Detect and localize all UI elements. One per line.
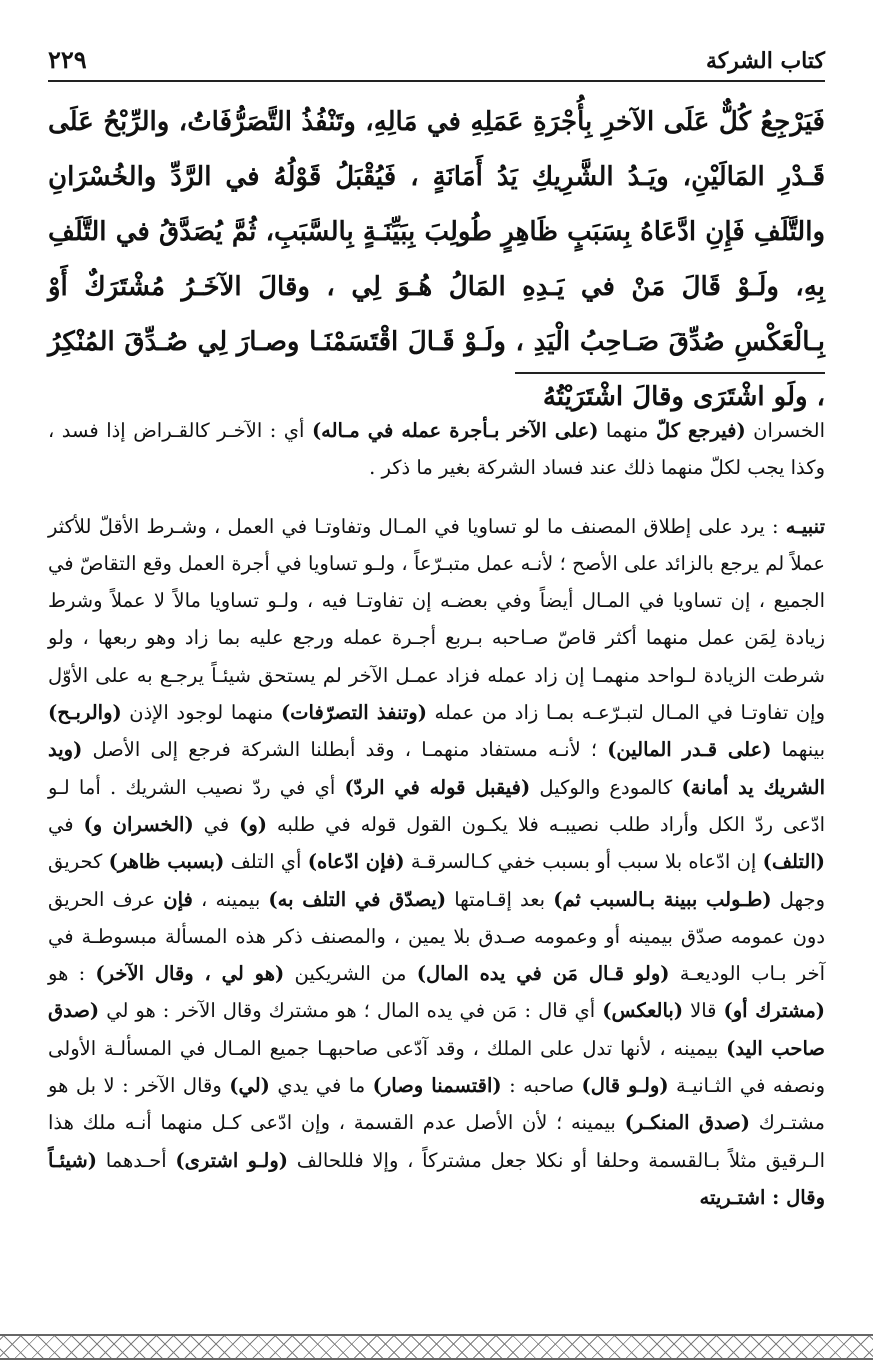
footnote-divider <box>515 372 825 374</box>
text-span: بينهما <box>771 738 825 762</box>
decorative-border <box>0 1334 873 1360</box>
bold-span: (و) <box>239 812 267 836</box>
bold-span: (لي) <box>229 1074 270 1098</box>
text-span: بعد إقـامتها <box>446 887 554 911</box>
text-span: أي : الآخـر كالقـراض إذا فسد ، وكذا يجب لكلّ منهما ذلك عند فساد الشركة بغير ما ذكر . <box>48 419 825 480</box>
bold-span: (ولـو اشترى) <box>175 1148 289 1172</box>
bold-span: (ولو قـال مَن في يده المال) <box>416 962 670 986</box>
bold-span: (ولـو قال) <box>581 1074 669 1098</box>
bold-span: (التلف) <box>762 850 825 874</box>
text-span: أي في ردّ نصيب الشريك . أما لـو ادّعى ردّ الكل وأراد طلب نصيبـه فلا يكـون القول قوله في طلبه <box>48 775 825 836</box>
bold-span: (فيقبل قوله في الردّ) <box>344 775 531 799</box>
text-span: في <box>48 812 84 836</box>
bold-span: (فإن ادّعاه) <box>307 850 405 874</box>
text-span: كحريق وجهل <box>48 850 826 911</box>
text-span: ما في يدي <box>269 1074 373 1098</box>
commentary-paragraph-1 <box>48 412 825 487</box>
text-span: أي التلف <box>224 850 308 874</box>
bold-span: (وتنفذ التصرّفات) <box>280 701 427 725</box>
bold-span: (يصدّق في التلف به) <box>268 887 447 911</box>
bold-span: تنبيـه <box>785 514 825 538</box>
commentary-paragraph-2 <box>48 508 825 1217</box>
text-span: كالمودع والوكيل <box>530 775 682 799</box>
bold-span: (بسبب ظاهر) <box>108 850 225 874</box>
bold-span: (شيئـاً وقال : اشتـريته <box>48 1148 825 1209</box>
bold-span: فإن <box>163 887 193 911</box>
text-span: منهما <box>598 419 656 442</box>
bold-span: (طـولب ببينة بـالسبب ثم) <box>553 887 772 911</box>
text-span: : هو <box>48 962 96 986</box>
text-span: أي قال : مَن في يده المال ؛ هو مشترك وقال الآخر : هو لي <box>99 999 603 1023</box>
commentary-block <box>48 412 825 1216</box>
bold-span: (الخسران و) <box>83 812 194 836</box>
page-header <box>48 36 825 82</box>
bold-span: (فيرجع كلّ <box>655 419 746 442</box>
text-span: قالا <box>683 999 724 1023</box>
bold-span: (والربـح) <box>48 701 122 725</box>
bold-span: (اقتسمنا وصار) <box>372 1074 502 1098</box>
text-span: من الشريكين <box>284 962 417 986</box>
running-title: كتاب الشركة <box>705 48 825 74</box>
bold-span: (بالعكس) <box>602 999 684 1023</box>
text-span: بيمينه ، لأنها تدل على الملك ، وقد آدّعى صاحبهـا جميع المـال في المسألـة الأولى ونصفه في الثـانيـة <box>48 1036 825 1098</box>
text-span: بيمينه ، <box>192 887 269 911</box>
text-span: : يرد على إطلاق المصنف ما لو تساويا في المـال وتفاوتـا في العمل ، وشـرط الأقلّ للأكثر عملاً لم يرجع بالزائد على الأصح ؛ لأنـه عمل متبـرّعاً ، ولـو تساويا في أجرة العمل وقع التقاصّ في الجميع ، إن تساويا في المـال أيضاً وفي بعضـه إن تفاوتـا فيه ، ولـو تساويا مالاً لا عملاً وشرط زيادة لِمَن عمل منهما أكثر قاصّ صـاحبه بـربع أجـرة عمله ورجع عليه بما زاد وهو ربعها ، ولو شرطت الزيادة لـواحد منهمـا إن زاد عمله فزاد عمـل الآخر لم يستحق شيئـاً يرجـع به على الأوّل وإن تفاوتـا في المـال لتبـرّعـه بمـا زاد من عمله <box>48 514 825 725</box>
text-span: إن ادّعاه بلا سبب أو بسبب خفي كـالسرقـة <box>404 850 763 874</box>
matn-text-block <box>48 95 825 425</box>
bold-span: (صدق المنكـر) <box>624 1111 751 1135</box>
matn-paragraph: فَيَرْجِعُ كُلٌّ عَلَى الآخرِ بِأُجْرَةِ عَمَلِهِ في مَالِهِ، وتَنْفُذُ التَّصَرُّفَاتُ، والرِّبْحُ عَلَى قَـدْرِ المَالَيْنِ، ويَـدُ الشَّرِيكِ يَدُ أَمَانَةٍ ، فَيُقْبَلُ قَوْلُهُ في الرَّدِّ والخُسْرَانِ والتَّلَفِ فَإِنِ ادَّعَاهُ بِسَبَبٍ ظَاهِرٍ طُولِبَ بِبَيِّنَـةٍ بِالسَّبَبِ، ثُمَّ يُصَدَّقُ في التَّلَفِ بِهِ، ولَـوْ قَالَ مَنْ في يَـدِهِ المَالُ هُـوَ لِي ، وقالَ الآخَـرُ مُشْتَرَكٌ أَوْ بِـالْعَكْسِ صُدِّقَ صَـاحِبُ الْيَدِ ، ولَـوْ قَـالَ اقْتَسَمْنَـا وصـارَ لِي صُـدِّقَ المُنْكِرُ ، ولَو اشْتَرَى وقالَ اشْتَرَيْتُهُ <box>48 107 825 412</box>
text-span: ؛ لأنـه مستفاد منهمـا ، وقد أبطلنا الشركة فرجع إلى الأصل <box>82 738 608 762</box>
bold-span: (مشترك أو) <box>723 999 825 1023</box>
bold-span: (ويد الشريك يد أمانة) <box>48 738 825 799</box>
bold-span: (على الآخر بـأجرة عمله في مـاله) <box>311 419 599 442</box>
bold-span: (على قـدر المالين) <box>607 738 772 762</box>
text-span: عرف الحريق دون عمومه صدّق بيمينه أو وعمومه صـدق بلا يمين ، والمصنف ذكر هذه المسألة مبسوطـة في آخر بـاب الوديعـة <box>48 887 825 986</box>
text-span: بيمينه ؛ لأن الأصل عدم القسمة ، وإن ادّعى كـل منهما أنـه ملك هذا الـرقيق مثلاً بـالقسمة وحلفا أو نكلا جعل مشتركاً ، وإلا فللحالف <box>48 1111 825 1172</box>
text-span: في <box>193 812 240 836</box>
page-number: ٢٢٩ <box>48 45 87 74</box>
text-span: الخسران <box>745 419 826 442</box>
bold-span: (صدق صاحب اليد) <box>48 999 825 1060</box>
text-span: وقال الآخر : لا بل هو مشتـرك <box>48 1074 825 1135</box>
text-span: أحـدهما <box>97 1148 176 1172</box>
bold-span: (هو لي ، وقال الآخر) <box>95 962 285 986</box>
text-span: صاحبه : <box>501 1074 582 1098</box>
text-span: منهما لوجود الإذن <box>121 701 281 725</box>
